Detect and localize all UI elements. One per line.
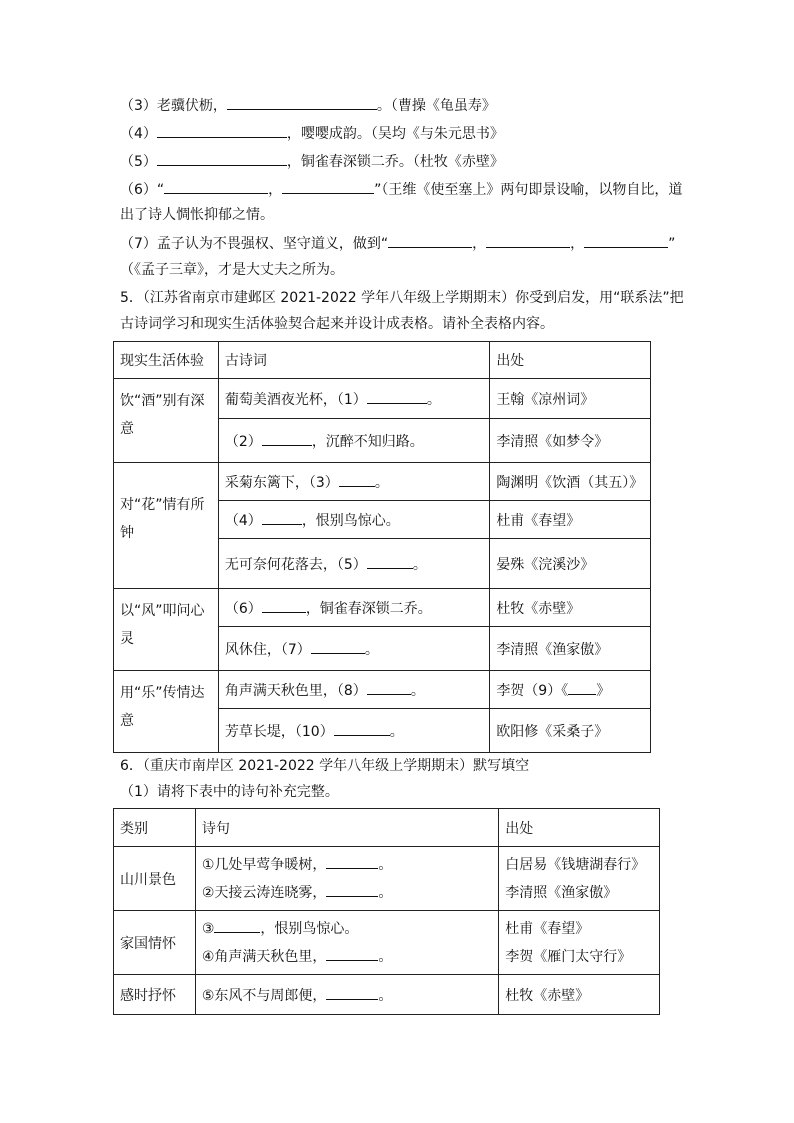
question-line-7-cont: （《孟子三章》，才是大丈夫之所为。	[120, 262, 344, 278]
source-cell: 陶渊明《饮酒（其五）》	[490, 463, 651, 501]
poem-cell: （2） ，沉醉不知归路。	[218, 419, 489, 463]
source-cell: 晏殊《浣溪沙》	[490, 539, 651, 589]
category-cell: 用“乐”传情达意	[114, 671, 219, 753]
source-cell: 王翰《凉州词》	[490, 379, 651, 419]
poem-cell: 无可奈何花落去，（5） 。	[218, 539, 489, 589]
answer-blank[interactable]	[339, 474, 375, 487]
answer-blank[interactable]	[568, 682, 596, 695]
answer-blank[interactable]	[388, 233, 472, 248]
table-header-row	[114, 809, 660, 847]
question-line-7: （7）孟子认为不畏强权、坚守道义，做到“ ， ， ”	[120, 233, 675, 254]
table-row	[114, 589, 651, 627]
answer-blank[interactable]	[282, 179, 374, 194]
answer-blank[interactable]	[367, 556, 413, 569]
table-header-row	[114, 342, 651, 379]
answer-blank[interactable]	[326, 948, 378, 961]
answer-blank[interactable]	[326, 856, 378, 869]
table-row	[114, 463, 651, 501]
answer-blank[interactable]	[326, 884, 378, 897]
source-cell: 杜甫《春望》 李贺《雁门太守行》	[499, 911, 660, 975]
poem-cell: ⑤东风不与周郎便， 。	[195, 975, 498, 1015]
header-cell: 现实生活体验	[114, 342, 219, 379]
source-cell: 杜牧《赤壁》	[499, 975, 660, 1015]
poem-cell: ①几处早莺争暖树， 。 ②天接云涛连晓雾， 。	[195, 847, 498, 911]
source-cell: 李清照《如梦令》	[490, 419, 651, 463]
poem-cell: 风休住，（7） 。	[218, 627, 489, 671]
answer-blank[interactable]	[262, 600, 306, 613]
source-cell: 杜牧《赤壁》	[490, 589, 651, 627]
table-row	[114, 379, 651, 419]
header-cell: 类别	[114, 809, 196, 847]
header-cell: 出处	[490, 342, 651, 379]
source-cell: 欧阳修《采桑子》	[490, 709, 651, 753]
answer-blank[interactable]	[584, 233, 668, 248]
source-cell: 白居易《钱塘湖春行》 李清照《渔家傲》	[499, 847, 660, 911]
answer-blank[interactable]	[157, 123, 287, 138]
poem-cell: （4） ，恨别鸟惊心。	[218, 501, 489, 539]
question-line-3: （3）老骥伏枥， 。（曹操《龟虽寿》	[120, 95, 496, 116]
poem-cell: 角声满天秋色里，（8） 。	[218, 671, 489, 709]
answer-blank[interactable]	[262, 512, 302, 525]
category-cell: 对“花”情有所钟	[114, 463, 219, 589]
answer-blank[interactable]	[262, 433, 312, 446]
answer-blank[interactable]	[227, 95, 377, 110]
poem-cell: （6） ，铜雀春深锁二乔。	[218, 589, 489, 627]
source-cell: 杜甫《春望》	[490, 501, 651, 539]
source-cell: 李清照《渔家傲》	[490, 627, 651, 671]
header-cell: 诗句	[195, 809, 498, 847]
header-cell: 古诗词	[218, 342, 489, 379]
q5-table	[113, 341, 651, 753]
answer-blank[interactable]	[157, 151, 287, 166]
question-line-5: （5） ，铜雀春深锁二乔。（杜牧《赤壁》	[120, 151, 504, 172]
answer-blank[interactable]	[326, 987, 378, 1000]
table-row	[114, 911, 660, 975]
answer-blank[interactable]	[334, 723, 390, 736]
category-cell: 以“风”叩问心灵	[114, 589, 219, 671]
poem-cell: 采菊东篱下，（3） 。	[218, 463, 489, 501]
category-cell: 山川景色	[114, 847, 196, 911]
source-cell: 李贺（9）《 》	[490, 671, 651, 709]
answer-blank[interactable]	[367, 682, 411, 695]
q6-title: 6．（重庆市南岸区 2021-2022 学年八年级上学期期末）默写填空	[120, 758, 530, 774]
poem-cell: 葡萄美酒夜光杯，（1） 。	[218, 379, 489, 419]
question-line-6: （6）“ ， ”（王维《使至塞上》两句即景设喻，以物自比，道	[120, 179, 682, 200]
answer-blank[interactable]	[164, 179, 268, 194]
q5-title: 5．（江苏省南京市建邺区 2021-2022 学年八年级上学期期末）你受到启发，用“联系法”把	[120, 290, 684, 306]
poem-cell: ③ ，恨别鸟惊心。 ④角声满天秋色里， 。	[195, 911, 498, 975]
table-row	[114, 671, 651, 709]
table-row	[114, 847, 660, 911]
answer-blank[interactable]	[214, 920, 260, 933]
question-line-4: （4） ，嘤嘤成韵。（吴均《与朱元思书》	[120, 123, 504, 144]
answer-blank[interactable]	[486, 233, 570, 248]
table-row	[114, 975, 660, 1015]
q6-table	[113, 808, 660, 1015]
question-line-6-cont: 出了诗人惆怅抑郁之情。	[120, 207, 274, 223]
poem-cell: 芳草长堤，（10） 。	[218, 709, 489, 753]
q5-subtitle: 古诗词学习和现实生活体验契合起来并设计成表格。请补全表格内容。	[120, 316, 554, 332]
category-cell: 感时抒怀	[114, 975, 196, 1015]
category-cell: 饮“酒”别有深意	[114, 379, 219, 463]
category-cell: 家国情怀	[114, 911, 196, 975]
answer-blank[interactable]	[367, 391, 427, 404]
q6-subtitle: （1）请将下表中的诗句补充完整。	[120, 784, 339, 800]
answer-blank[interactable]	[311, 641, 365, 654]
header-cell: 出处	[499, 809, 660, 847]
